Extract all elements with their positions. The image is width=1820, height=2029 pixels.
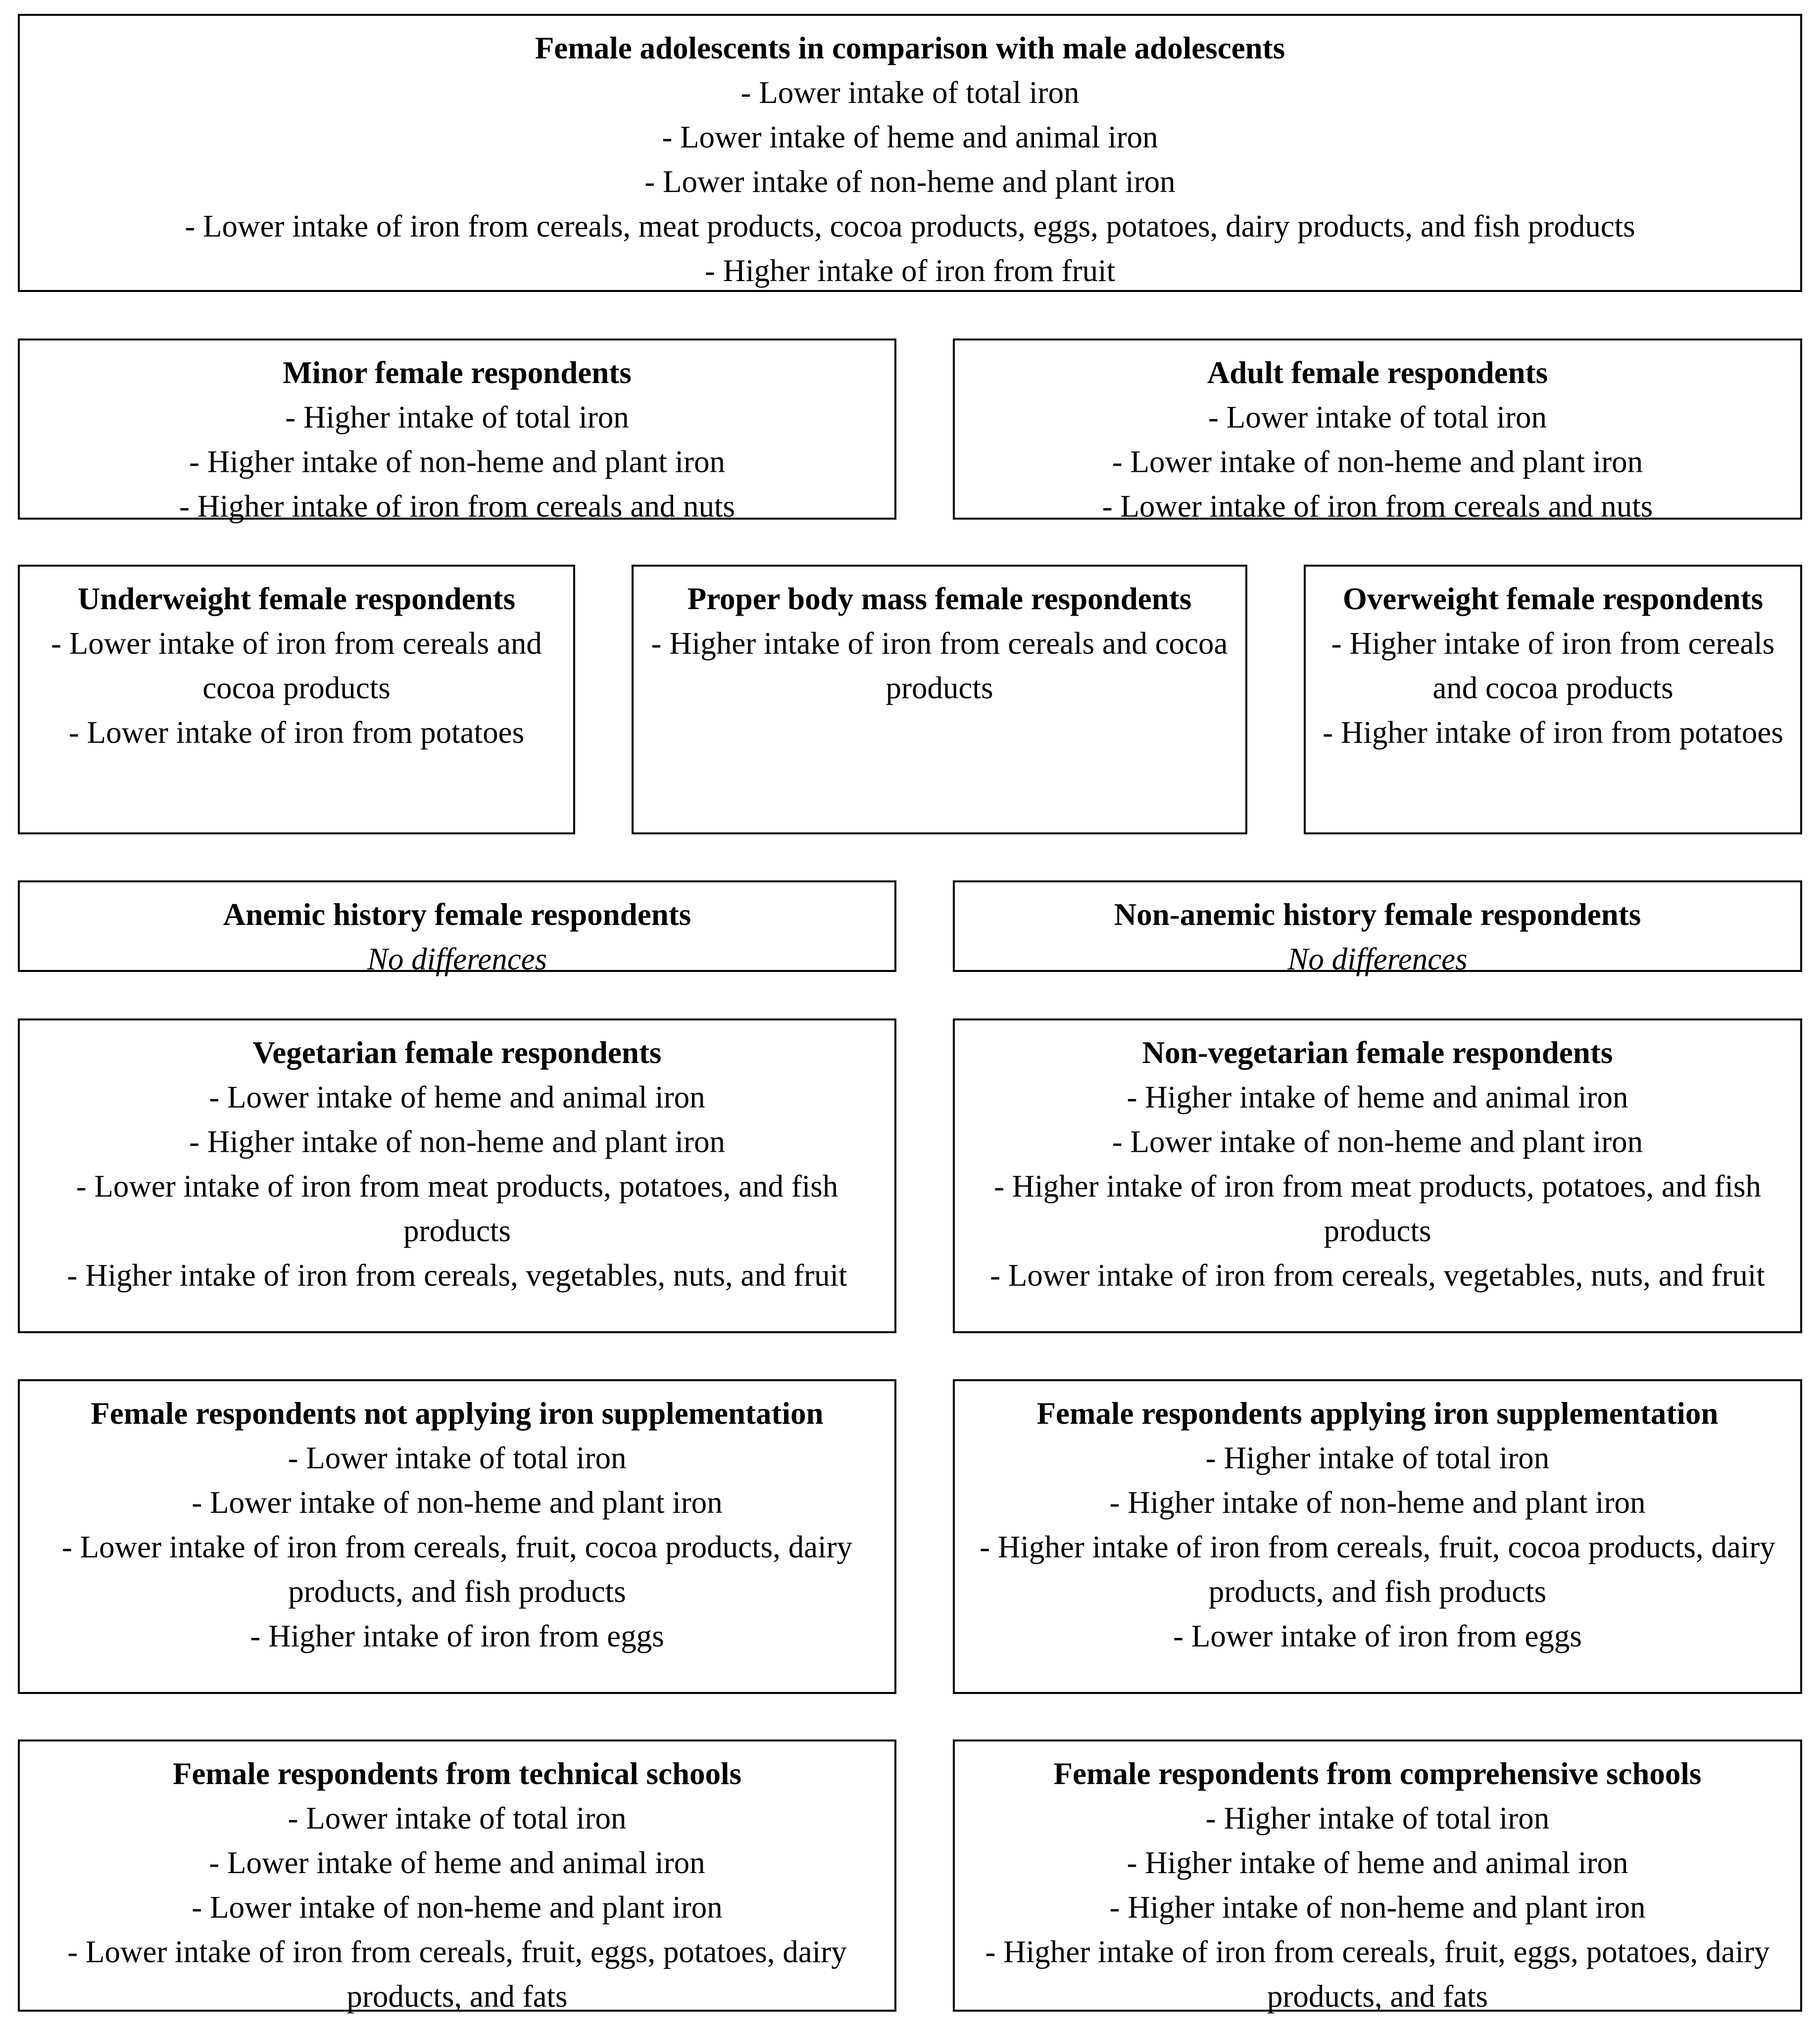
box-proper-body-mass-respondents [632, 565, 1247, 834]
box-line: - Higher intake of iron from potatoes [1323, 715, 1783, 750]
box-line: - Higher intake of non-heme and plant iron [189, 1124, 725, 1159]
box-title: Female adolescents in comparison with male adolescents [535, 31, 1285, 65]
box-anemic-history-respondents [18, 880, 896, 976]
box-line: - Lower intake of total iron [288, 1801, 627, 1836]
box-line: - Higher intake of iron from cereals, fruit, eggs, potatoes, dairy products, and fats [985, 1934, 1770, 2014]
box-line: - Lower intake of iron from eggs [1173, 1619, 1582, 1653]
box-title: Female respondents from comprehensive schools [1053, 1756, 1702, 1791]
box-line: - Lower intake of heme and animal iron [209, 1080, 705, 1114]
box-comprehensive-schools-respondents [953, 1739, 1802, 2012]
box-line: - Higher intake of heme and animal iron [1127, 1080, 1628, 1114]
box-line: - Lower intake of iron from cereals, vegetables, nuts, and fruit [990, 1258, 1765, 1293]
box-minor-respondents [18, 338, 896, 524]
box-line: - Lower intake of iron from cereals and nuts [1102, 489, 1653, 524]
box-line: - Higher intake of iron from cereals and cocoa products [651, 626, 1228, 705]
box-line: - Higher intake of iron from cereals and nuts [179, 489, 736, 524]
box-line: - Lower intake of total iron [740, 75, 1080, 110]
box-title: Non-anemic history female respondents [1114, 897, 1641, 932]
box-note: No differences [1287, 942, 1468, 976]
box-overweight-respondents [1304, 565, 1802, 834]
box-line: - Higher intake of non-heme and plant iron [189, 444, 725, 479]
box-title: Proper body mass female respondents [687, 581, 1192, 616]
box-line: - Higher intake of non-heme and plant iron [1109, 1485, 1646, 1520]
box-line: - Higher intake of total iron [285, 400, 629, 435]
box-line: - Higher intake of total iron [1205, 1801, 1550, 1836]
box-line: - Higher intake of total iron [1205, 1441, 1550, 1475]
box-line: - Lower intake of non-heme and plant iron [644, 164, 1176, 199]
box-line: - Higher intake of iron from cereals, vegetables, nuts, and fruit [67, 1258, 847, 1293]
box-title: Anemic history female respondents [223, 897, 691, 932]
box-adult-respondents [953, 338, 1802, 524]
box-title: Minor female respondents [283, 355, 632, 390]
box-title: Vegetarian female respondents [252, 1035, 662, 1070]
box-line: - Higher intake of heme and animal iron [1127, 1845, 1628, 1880]
box-supplementation-respondents [953, 1379, 1802, 1694]
box-line: - Lower intake of iron from cereals, fruit, cocoa products, dairy products, and fish products [61, 1530, 853, 1609]
box-line: - Lower intake of iron from potatoes [68, 715, 525, 750]
box-line: - Lower intake of iron from cereals, fruit, eggs, potatoes, dairy products, and fats [67, 1934, 847, 2014]
box-line: - Lower intake of total iron [288, 1441, 627, 1475]
box-line: - Higher intake of iron from eggs [250, 1619, 664, 1653]
box-line: - Lower intake of iron from meat products, potatoes, and fish products [76, 1169, 838, 1248]
box-line: - Lower intake of non-heme and plant iron [1112, 444, 1643, 479]
box-technical-schools-respondents [18, 1739, 896, 2012]
box-line: - Higher intake of non-heme and plant iron [1109, 1890, 1646, 1925]
box-line: - Lower intake of heme and animal iron [662, 120, 1158, 154]
box-female-vs-male [18, 14, 1802, 292]
box-title: Adult female respondents [1207, 355, 1548, 390]
box-vegetarian-respondents [18, 1018, 896, 1333]
box-underweight-respondents [18, 565, 575, 834]
box-line: - Lower intake of iron from cereals, meat products, cocoa products, eggs, potatoes, dairy products, and fish products [185, 209, 1635, 243]
box-line: - Higher intake of iron from cereals, fruit, cocoa products, dairy products, and fish products [980, 1530, 1775, 1609]
box-title: Non-vegetarian female respondents [1142, 1035, 1613, 1070]
box-line: - Lower intake of non-heme and plant iron [1112, 1124, 1643, 1159]
box-line: - Lower intake of heme and animal iron [209, 1845, 705, 1880]
box-non-anemic-history-respondents [953, 880, 1802, 976]
box-title: Overweight female respondents [1342, 581, 1764, 616]
box-note: No differences [367, 942, 547, 976]
box-title: Female respondents applying iron supplementation [1036, 1396, 1719, 1431]
box-line: - Lower intake of non-heme and plant iron [192, 1890, 723, 1925]
box-non-vegetarian-respondents [953, 1018, 1802, 1333]
box-line: - Higher intake of iron from meat products, potatoes, and fish products [993, 1169, 1762, 1248]
box-line: - Lower intake of total iron [1208, 400, 1547, 435]
box-line: - Lower intake of non-heme and plant iron [192, 1485, 723, 1520]
box-title: Female respondents not applying iron supplementation [91, 1396, 824, 1431]
box-title: Underweight female respondents [77, 581, 516, 616]
box-line: - Higher intake of iron from fruit [704, 253, 1116, 288]
box-no-supplementation-respondents [18, 1379, 896, 1694]
box-line: - Lower intake of iron from cereals and cocoa products [51, 626, 542, 705]
box-line: - Higher intake of iron from cereals and cocoa products [1331, 626, 1775, 705]
box-title: Female respondents from technical schools [172, 1756, 742, 1791]
